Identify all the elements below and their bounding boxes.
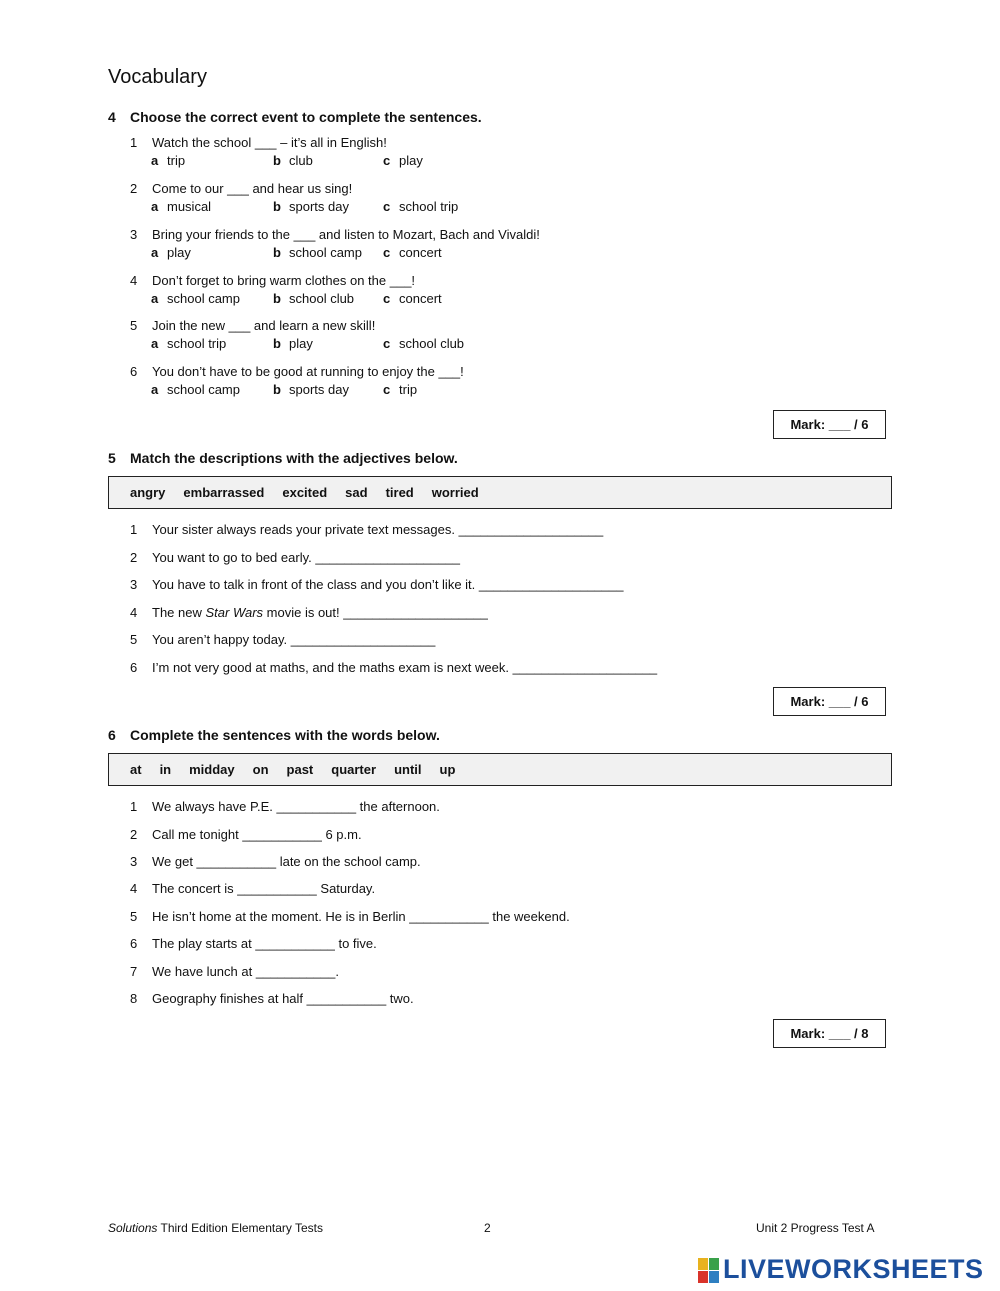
options-row (130, 336, 465, 354)
question-text: Call me tonight ___________ 6 p.m. (152, 827, 362, 842)
option-b[interactable] (273, 245, 362, 260)
question-text: Join the new ___ and learn a new skill! (152, 318, 376, 333)
task4-question-4 (130, 273, 442, 309)
task5-instruction: Match the descriptions with the adjectives below. (130, 450, 458, 466)
task5-mark-box[interactable]: Mark: ___ / 6 (773, 687, 886, 716)
option-text: club (289, 153, 313, 168)
question-text: He isn’t home at the moment. He is in Berlin ___________ the weekend. (152, 909, 570, 924)
option-b[interactable] (273, 336, 313, 351)
task5-word-box (108, 476, 892, 509)
option-c[interactable] (383, 336, 464, 351)
options-row (130, 199, 459, 217)
option-letter: a (151, 382, 159, 397)
answer-blank[interactable]: ____________________ (478, 577, 624, 592)
question-number: 3 (130, 577, 138, 592)
task4-question-6 (130, 364, 464, 400)
question-text: You want to go to bed early. (152, 550, 316, 565)
option-letter: b (273, 153, 281, 168)
task6-question-1 (130, 799, 440, 814)
option-b[interactable] (273, 199, 349, 214)
option-b[interactable] (273, 291, 354, 306)
task6-number: 6 (108, 727, 116, 743)
word-tired: tired (385, 485, 414, 500)
option-text: musical (167, 199, 212, 214)
question-text: The new (152, 605, 206, 620)
question-number: 5 (130, 318, 138, 333)
question-number: 6 (130, 660, 138, 675)
option-text: play (289, 336, 313, 351)
section-title: Vocabulary (108, 66, 207, 88)
task6-question-3 (130, 854, 421, 869)
question-text-line (130, 181, 352, 196)
option-text: trip (167, 153, 186, 168)
option-c[interactable] (383, 199, 458, 214)
options-row (130, 153, 423, 171)
task6-question-5 (130, 909, 570, 924)
task4-question-2 (130, 181, 459, 217)
option-text: play (167, 245, 191, 260)
task4-number: 4 (108, 109, 116, 125)
option-text: school camp (289, 245, 362, 260)
task5-question-1 (130, 522, 603, 537)
task4-mark-box[interactable]: Mark: ___ / 6 (773, 410, 886, 439)
option-a[interactable] (151, 153, 185, 168)
option-text: school club (289, 291, 355, 306)
question-number: 4 (130, 881, 138, 896)
question-text: We get ___________ late on the school camp. (152, 854, 421, 869)
word-embarrassed: embarrassed (183, 485, 265, 500)
option-text: concert (399, 291, 442, 306)
option-a[interactable] (151, 291, 240, 306)
answer-blank[interactable]: ____________________ (458, 522, 604, 537)
footer-book (108, 1221, 323, 1235)
option-a[interactable] (151, 245, 191, 260)
task6-mark-box[interactable]: Mark: ___ / 8 (773, 1019, 886, 1048)
question-number: 3 (130, 854, 138, 869)
word-at: at (130, 762, 142, 777)
option-letter: a (151, 336, 159, 351)
question-text: You aren’t happy today. (152, 632, 291, 647)
option-b[interactable] (273, 382, 349, 397)
question-number: 6 (130, 364, 138, 379)
option-letter: b (273, 245, 281, 260)
option-c[interactable] (383, 382, 417, 397)
footer-test-name: Unit 2 Progress Test A (756, 1221, 875, 1235)
question-text-line (130, 273, 415, 288)
movie-title: Star Wars (205, 605, 264, 620)
task5-question-2 (130, 550, 460, 565)
task6-question-6 (130, 936, 377, 951)
question-text: Your sister always reads your private text messages. (152, 522, 459, 537)
question-text-line (130, 135, 387, 150)
option-text: school trip (167, 336, 227, 351)
word-worried: worried (431, 485, 479, 500)
option-b[interactable] (273, 153, 313, 168)
logo-text: LIVEWORKSHEETS (723, 1254, 984, 1284)
question-text: I’m not very good at maths, and the maths exam is next week. (152, 660, 513, 675)
question-number: 1 (130, 522, 138, 537)
options-row (130, 382, 464, 400)
question-text: Watch the school ___ – it’s all in English! (152, 135, 387, 150)
question-text-line (130, 318, 375, 333)
task6-word-box (108, 753, 892, 786)
task5-question-6 (130, 660, 657, 675)
question-number: 2 (130, 827, 138, 842)
task4-question-1 (130, 135, 423, 171)
task6-question-2 (130, 827, 362, 842)
option-a[interactable] (151, 199, 211, 214)
options-row (130, 291, 442, 309)
word-quarter: quarter (331, 762, 377, 777)
option-c[interactable] (383, 245, 442, 260)
question-text: We always have P.E. ___________ the afternoon. (152, 799, 440, 814)
task5-question-5 (130, 632, 435, 647)
word-sad: sad (345, 485, 368, 500)
task5-heading (108, 450, 458, 466)
option-c[interactable] (383, 153, 423, 168)
logo-blocks-icon (698, 1258, 720, 1284)
option-letter: b (273, 199, 281, 214)
footer-book-title: Solutions (108, 1221, 158, 1235)
option-letter: b (273, 291, 281, 306)
question-text: Come to our ___ and hear us sing! (152, 181, 353, 196)
option-letter: a (151, 245, 159, 260)
question-text: Bring your friends to the ___ and listen to Mozart, Bach and Vivaldi! (152, 227, 540, 242)
option-text: school club (399, 336, 465, 351)
option-letter: a (151, 199, 159, 214)
option-letter: c (383, 291, 391, 306)
question-number: 1 (130, 135, 138, 150)
option-letter: c (383, 199, 391, 214)
question-number: 6 (130, 936, 138, 951)
word-midday: midday (189, 762, 235, 777)
question-text-line (130, 227, 540, 242)
answer-blank[interactable]: ____________________ (343, 605, 488, 620)
question-text-post: movie is out! (263, 605, 344, 620)
word-in: in (159, 762, 172, 777)
question-text: Don’t forget to bring warm clothes on the ___! (152, 273, 416, 288)
option-text: school camp (167, 382, 240, 397)
task6-question-4 (130, 881, 375, 896)
task6-instruction: Complete the sentences with the words below. (130, 727, 440, 743)
question-number: 5 (130, 632, 138, 647)
task6-question-7 (130, 964, 339, 979)
question-number: 7 (130, 964, 138, 979)
option-letter: c (383, 336, 391, 351)
option-letter: a (151, 153, 159, 168)
word-until: until (394, 762, 422, 777)
option-text: trip (399, 382, 418, 397)
option-letter: c (383, 245, 391, 260)
task4-heading (108, 109, 482, 125)
task5-number: 5 (108, 450, 116, 466)
option-letter: a (151, 291, 159, 306)
footer-page-number: 2 (484, 1221, 491, 1235)
word-angry: angry (130, 485, 166, 500)
question-number: 5 (130, 909, 138, 924)
question-text: We have lunch at ___________. (152, 964, 339, 979)
option-text: play (399, 153, 423, 168)
word-excited: excited (282, 485, 328, 500)
question-text: You don’t have to be good at running to enjoy the ___! (152, 364, 464, 379)
liveworksheets-logo[interactable] (698, 1254, 984, 1285)
option-text: concert (399, 245, 442, 260)
question-number: 1 (130, 799, 138, 814)
task6-heading (108, 727, 440, 743)
answer-blank[interactable]: ____________________ (315, 550, 460, 565)
option-letter: b (273, 382, 281, 397)
task6-question-8 (130, 991, 414, 1006)
options-row (130, 245, 540, 263)
option-text: school camp (167, 291, 240, 306)
footer-book-rest: Third Edition Elementary Tests (157, 1221, 324, 1235)
option-letter: c (383, 382, 391, 397)
question-text-line (130, 364, 464, 379)
option-text: sports day (289, 199, 349, 214)
word-past: past (286, 762, 314, 777)
question-number: 8 (130, 991, 138, 1006)
answer-blank[interactable]: ____________________ (290, 632, 436, 647)
task5-question-4 (130, 605, 488, 620)
option-text: school trip (399, 199, 459, 214)
word-up: up (439, 762, 456, 777)
option-a[interactable] (151, 382, 240, 397)
task4-question-3 (130, 227, 540, 263)
option-c[interactable] (383, 291, 442, 306)
option-text: sports day (289, 382, 349, 397)
word-on: on (252, 762, 269, 777)
question-text: The play starts at ___________ to five. (152, 936, 377, 951)
question-number: 4 (130, 605, 138, 620)
task5-question-3 (130, 577, 624, 592)
question-text: The concert is ___________ Saturday. (152, 881, 376, 896)
task4-instruction: Choose the correct event to complete the sentences. (130, 109, 482, 125)
option-letter: c (383, 153, 391, 168)
question-number: 4 (130, 273, 138, 288)
question-number: 2 (130, 181, 138, 196)
task4-question-5 (130, 318, 465, 354)
option-letter: b (273, 336, 281, 351)
question-number: 3 (130, 227, 138, 242)
question-text: You have to talk in front of the class and you don’t like it. (152, 577, 479, 592)
answer-blank[interactable]: ____________________ (512, 660, 658, 675)
question-text: Geography finishes at half ___________ two. (152, 991, 414, 1006)
option-a[interactable] (151, 336, 226, 351)
question-number: 2 (130, 550, 138, 565)
